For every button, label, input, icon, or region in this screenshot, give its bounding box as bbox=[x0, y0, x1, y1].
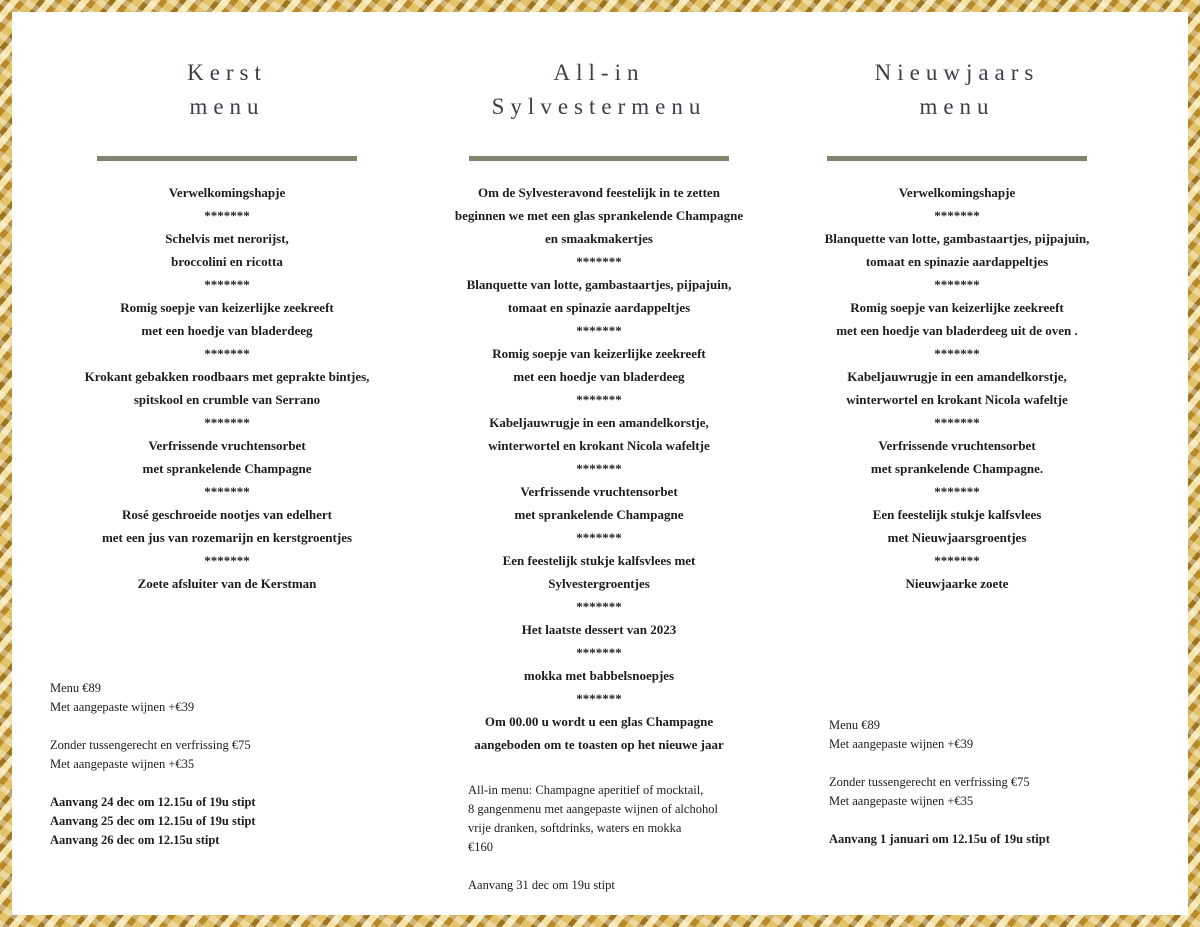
dish-line: Kabeljauwrugje in een amandelkorstje, bbox=[847, 369, 1067, 384]
dish-line: Zoete afsluiter van de Kerstman bbox=[137, 576, 317, 591]
price-info-line: Met aangepaste wijnen +€35 bbox=[829, 794, 974, 808]
course-separator: ******* bbox=[576, 691, 622, 706]
dish-line: Sylvestergroentjes bbox=[548, 576, 650, 591]
kerst-menu-title: Kerst menu bbox=[187, 60, 267, 119]
kerst-menu-column bbox=[62, 12, 392, 595]
price-info-line: €160 bbox=[468, 840, 493, 854]
course-separator: ******* bbox=[934, 553, 980, 568]
course-separator: ******* bbox=[934, 277, 980, 292]
dish-line: winterwortel en krokant Nicola wafeltje bbox=[846, 392, 1068, 407]
dish-line: broccolini en ricotta bbox=[171, 254, 283, 269]
sylvester-menu-title: All-in Sylvestermenu bbox=[491, 60, 707, 119]
dish-line: Een feestelijk stukje kalfsvlees met bbox=[502, 553, 696, 568]
info-spacer bbox=[468, 857, 718, 876]
dish-line: Verfrissende vruchtensorbet bbox=[520, 484, 678, 499]
course-separator: ******* bbox=[934, 346, 980, 361]
price-info-line: Met aangepaste wijnen +€39 bbox=[50, 700, 195, 714]
price-info-line: Aanvang 25 dec om 12.15u of 19u stipt bbox=[50, 814, 256, 828]
dish-line: Romig soepje van keizerlijke zeekreeft bbox=[850, 300, 1064, 315]
course-separator: ******* bbox=[576, 323, 622, 338]
course-separator: ******* bbox=[576, 392, 622, 407]
price-info-line: All-in menu: Champagne aperitief of mocktail, bbox=[468, 783, 704, 797]
dish-line: Het laatste dessert van 2023 bbox=[521, 622, 677, 637]
dish-line: Krokant gebakken roodbaars met geprakte bintjes, bbox=[84, 369, 370, 384]
course-separator: ******* bbox=[576, 530, 622, 545]
course-separator: ******* bbox=[204, 415, 250, 430]
price-info-line: 8 gangenmenu met aangepaste wijnen of alchohol bbox=[468, 802, 718, 816]
price-info-line: Zonder tussengerecht en verfrissing €75 bbox=[50, 738, 251, 752]
dish-line: met sprankelende Champagne bbox=[142, 461, 312, 476]
dish-line: Romig soepje van keizerlijke zeekreeft bbox=[120, 300, 334, 315]
dish-line: tomaat en spinazie aardappeltjes bbox=[507, 300, 691, 315]
price-info-line: Aanvang 24 dec om 12.15u of 19u stipt bbox=[50, 795, 256, 809]
dish-line: met sprankelende Champagne. bbox=[870, 461, 1044, 476]
course-separator: ******* bbox=[204, 277, 250, 292]
price-info-line: Met aangepaste wijnen +€35 bbox=[50, 757, 195, 771]
dish-line: met Nieuwjaarsgroentjes bbox=[887, 530, 1027, 545]
dish-line: Verwelkomingshapje bbox=[168, 185, 286, 200]
course-separator: ******* bbox=[576, 645, 622, 660]
dish-line: Om de Sylvesteravond feestelijk in te zetten bbox=[478, 185, 720, 200]
dish-line: met een jus van rozemarijn en kerstgroentjes bbox=[101, 530, 353, 545]
dish-line: Om 00.00 u wordt u een glas Champagne bbox=[484, 714, 714, 729]
title-divider bbox=[97, 156, 357, 161]
info-spacer bbox=[50, 717, 256, 736]
info-spacer bbox=[50, 774, 256, 793]
kerst-menu-dishes bbox=[62, 181, 392, 595]
price-info-line: Menu €89 bbox=[829, 718, 881, 732]
dish-line: winterwortel en krokant Nicola wafeltje bbox=[488, 438, 710, 453]
sylvester-menu-column bbox=[434, 12, 764, 756]
info-spacer bbox=[829, 754, 1050, 773]
price-info-line: Menu €89 bbox=[50, 681, 102, 695]
dish-line: Romig soepje van keizerlijke zeekreeft bbox=[492, 346, 706, 361]
dish-line: Verfrissende vruchtensorbet bbox=[878, 438, 1036, 453]
dish-line: met een hoedje van bladerdeeg bbox=[141, 323, 313, 338]
price-info-line: Aanvang 26 dec om 12.15u stipt bbox=[50, 833, 220, 847]
course-separator: ******* bbox=[576, 254, 622, 269]
dish-line: en smaakmakertjes bbox=[545, 231, 653, 246]
dish-line: met een hoedje van bladerdeeg bbox=[513, 369, 685, 384]
dish-line: spitskool en crumble van Serrano bbox=[133, 392, 321, 407]
dish-line: Blanquette van lotte, gambastaartjes, pijpajuin, bbox=[466, 277, 732, 292]
kerst-menu-prices bbox=[50, 679, 256, 850]
course-separator: ******* bbox=[204, 208, 250, 223]
dish-line: Een feestelijk stukje kalfsvlees bbox=[872, 507, 1042, 522]
course-separator: ******* bbox=[204, 346, 250, 361]
price-info-line: Aanvang 1 januari om 12.15u of 19u stipt bbox=[829, 832, 1050, 846]
title-divider bbox=[827, 156, 1087, 161]
dish-line: Nieuwjaarke zoete bbox=[905, 576, 1009, 591]
nieuwjaars-menu-prices bbox=[829, 716, 1050, 849]
course-separator: ******* bbox=[934, 415, 980, 430]
course-separator: ******* bbox=[204, 484, 250, 499]
dish-line: beginnen we met een glas sprankelende Champagne bbox=[454, 208, 744, 223]
title-divider bbox=[469, 156, 729, 161]
menu-sheet bbox=[12, 12, 1188, 915]
dish-line: mokka met babbelsnoepjes bbox=[523, 668, 675, 683]
dish-line: tomaat en spinazie aardappeltjes bbox=[865, 254, 1049, 269]
price-info-line: Aanvang 31 dec om 19u stipt bbox=[468, 878, 615, 892]
nieuwjaars-menu-title: Nieuwjaars menu bbox=[874, 60, 1040, 119]
price-info-line: Zonder tussengerecht en verfrissing €75 bbox=[829, 775, 1030, 789]
course-separator: ******* bbox=[576, 461, 622, 476]
dish-line: met een hoedje van bladerdeeg uit de oven . bbox=[836, 323, 1078, 338]
dish-line: Schelvis met nerorijst, bbox=[165, 231, 289, 246]
price-info-line: vrije dranken, softdrinks, waters en mokka bbox=[468, 821, 682, 835]
course-separator: ******* bbox=[934, 208, 980, 223]
sylvester-menu-prices bbox=[468, 781, 718, 895]
dish-line: Blanquette van lotte, gambastaartjes, pijpajuin, bbox=[824, 231, 1090, 246]
course-separator: ******* bbox=[576, 599, 622, 614]
dish-line: Rosé geschroeide nootjes van edelhert bbox=[122, 507, 332, 522]
course-separator: ******* bbox=[204, 553, 250, 568]
info-spacer bbox=[829, 811, 1050, 830]
nieuwjaars-menu-dishes bbox=[792, 181, 1122, 595]
dish-line: Kabeljauwrugje in een amandelkorstje, bbox=[489, 415, 709, 430]
dish-line: met sprankelende Champagne bbox=[514, 507, 684, 522]
dish-line: Verwelkomingshapje bbox=[898, 185, 1016, 200]
nieuwjaars-menu-column bbox=[792, 12, 1122, 595]
dish-line: aangeboden om te toasten op het nieuwe jaar bbox=[474, 737, 724, 752]
course-separator: ******* bbox=[934, 484, 980, 499]
price-info-line: Met aangepaste wijnen +€39 bbox=[829, 737, 974, 751]
dish-line: Verfrissende vruchtensorbet bbox=[148, 438, 306, 453]
sylvester-menu-dishes bbox=[434, 181, 764, 756]
